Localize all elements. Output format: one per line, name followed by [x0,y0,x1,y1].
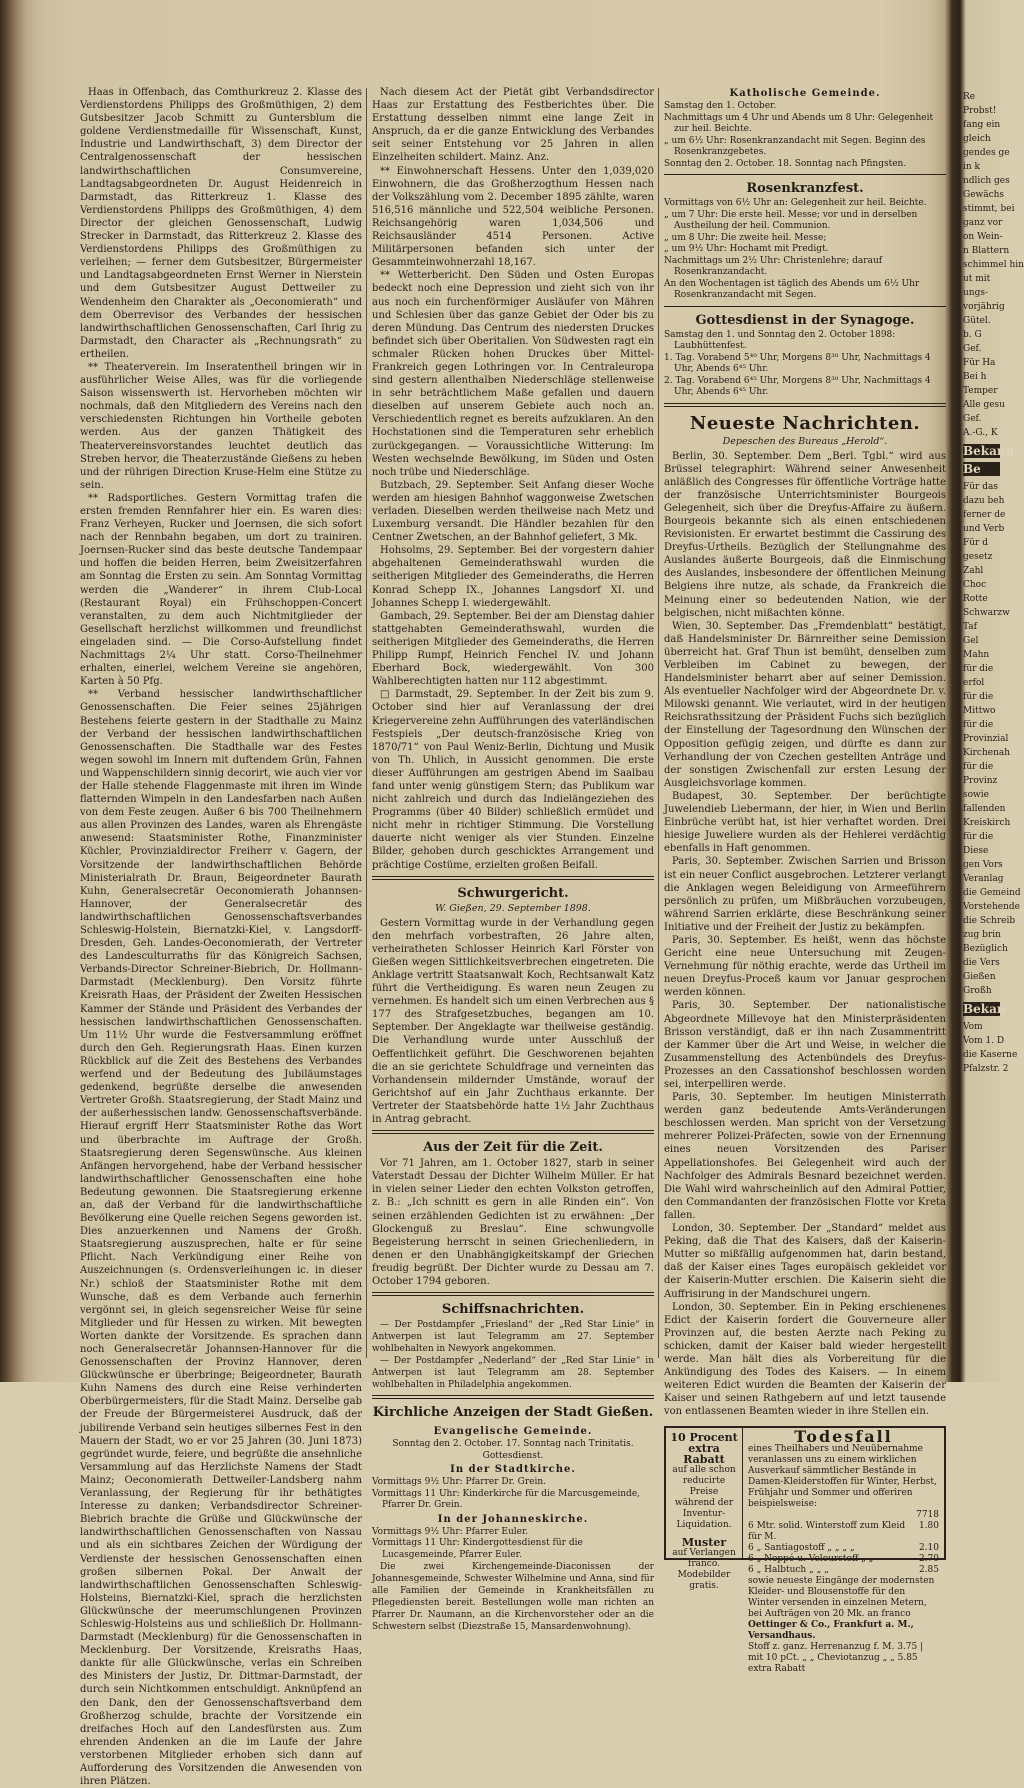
church-johanneskirche: In der Johanneskirche. [437,1513,589,1525]
ad-left-text: auf alle schon reducirte Preise während der Inventur-Liquidation. [672,1465,736,1531]
adjacent-page-fragment: Großh [963,986,992,996]
catholic-line: „ um 6½ Uhr: Rosenkranzandacht mit Segen. Beginn des Rosenkranzgebetes. [664,135,926,157]
church-stadtkirche: In der Stadtkirche. [450,1464,576,1476]
article-paragraph: ** Radsportliches. Gestern Vormittag trafen die ersten fremden Rennfahrer hier ein. Es waren dies: Franz Verheyen, Rucker und Joernsen, die sich sofort nach der Rennbahn begaben, um dort zu trainiren. Joernsen-Rucker sind das beste deutsche Tandempaar und hoffen die beiden Herren, beim Zweisitzerfahren am Sonntag die Ersten zu sein. Am Sonntag Vormittag werden die „Wanderer“ in ihrem Club-Local (Restaurant Royal) ein Frühschoppen-Concert veranstalten, zu dem auch Nichtmitglieder der Gesellschaft herzlichst willkommen und freundlichst eingeladen sind. — Die Corso-Aufstellung findet Nachmittags 2¼ Uhr statt. Corso-Theilnehmer erhalten, einerlei, welchem Vereine sie angehören, Karten à 50 Pfg. [80,492,362,688]
adjacent-page-fragment: Gef. [963,414,982,424]
adjacent-page-fragment: Temper [963,386,998,396]
ad-rabatt: 10 Procent extra Rabatt [670,1431,738,1467]
column-1 [80,86,362,1788]
adjacent-page-fragment: Be [963,462,1000,476]
adjacent-page-fragment: Veranlag [963,874,1004,884]
adjacent-page-fragment: dazu beh [963,496,1005,506]
adjacent-page-fragment: Bekan [963,1002,1006,1016]
adjacent-page-fragment: schimmel hin [963,260,1024,270]
church-note: Die zwei Kirchengemeinde-Diaconissen der Johannesgemeinde, Schwester Wilhelmine und Anna, sind für alle Familien der Gemeinde in Krankheitsfällen zu Pflegediensten bereit. Bestellungen wolle man richten an Pfarrer Dr. Naumann, an die Kirchenvorsteher oder an die Schwestern selbst (Diezstraße 15, Mansardenwohnung). [372,1562,654,1633]
adjacent-page-fragment: n Blattern [963,246,1010,256]
adjacent-page-fragment: b. G [963,330,982,340]
adjacent-page-fragment: Mittwo [963,706,996,716]
adjacent-page-fragment: für die [963,762,994,772]
section-divider [664,174,946,175]
adjacent-page-fragment: Kreiskirch [963,818,1011,828]
ship-item: — Der Postdampfer „Friesland“ der „Red Star Linie“ in Antwerpen ist laut Telegramm am 27. September wohlbehalten in Newyork angekommen. [372,1320,654,1355]
history-heading: Aus der Zeit für die Zeit. [423,1140,603,1156]
adjacent-page-fragment: Re [963,92,976,102]
adjacent-page-fragment: Diese [963,846,989,856]
ad-muster-text: auf Verlangen franco. Modebilder gratis. [672,1548,736,1592]
news-paragraph: Budapest, 30. September. Der berüchtigte Juwelendieb Liebermann, der hier, in Wien und Berlin Einbrüche verübt hat, ist hier verhaftet worden. Drei hiesige Juweliere wurden als der Hehlerei verdächtig ebenfalls in Haft genommen. [664,790,946,855]
news-heading: Neueste Nachrichten. [689,412,921,434]
adjacent-page-fragment: Taf [963,622,978,632]
article-paragraph: Hohsolms, 29. September. Bei der vorgestern dahier abgehaltenen Gemeinderathswahl wurden die seitherigen Mitglieder des Gemeinderaths, die Herren Konrad Schepp IX., Johannes Langsdorf XI. und Johannes Schepp I. wiedergewählt. [372,545,654,609]
synagogue-line: 2. Tag. Vorabend 6⁴⁵ Uhr, Morgens 8³⁰ Uhr, Nachmittags 4 Uhr, Abends 6⁴⁵ Uhr. [664,375,931,397]
church-subheading: Evangelische Gemeinde. [433,1426,593,1438]
ad-price-value: 1.80 [918,1521,939,1532]
ad-right-panel [743,1427,944,1675]
adjacent-page-fragment: Gießen [963,972,996,982]
ad-price-row [748,1565,939,1576]
catholic-line: Sonntag den 2. October. 18. Sonntag nach Pfingsten. [664,158,907,169]
church-service: Gottesdienst. [482,1450,544,1461]
news-paragraph: Paris, 30. September. Zwischen Sarrien und Brisson ist ein neuer Conflict ausgebrochen. Letzterer verlangt die Anklagen wegen Beleidigung von Armeeführern persönlich zu prüfen, um Mißbräuchen vorzubeugen, während Sarrien erklärte, diese Beschränkung seiner Initiative und der Freiheit der Justiz zu bekämpfen. [664,856,946,933]
adjacent-page-fragment: Für das [963,482,998,492]
adjacent-page-fragment: für die [963,692,994,702]
ad-outro: sowie neueste Eingänge der modernsten Kleider- und Blousenstoffe für den Winter versenden in einzelnen Metern, bei Aufträgen von 20 Mk. an franco [748,1576,935,1620]
article-paragraph: Haas in Offenbach, das Comthurkreuz 2. Klasse des Verdienstordens Philipps des Großmüthigen, 2) dem Gutsbesitzer Jacob Schmitt zu Guntersblum die goldene Verdienstmedaille für Wissenschaft, Kunst, Industrie und Landwirthschaft, 3) dem Director der Centralgenossenschaft der hessischen landwirthschaftlichen Consumvereine, Landtagsabgeordneten Dr. August Heidenreich in Darmstadt, das Ritterkreuz 1. Klasse des Verdienstordens Philipps des Großmüthigen, 4) dem Director der gleichen Genossenschaft, Ludwig Strecker in Darmstadt, das Ritterkreuz 2. Klasse des Verdienstordens Philipps des Großmüthigen zu verleihen; — ferner dem Gutsbesitzer, Bürgermeister und Landtagsabgeordneten Ernst Werner in Nierstein und dem Gutsbesitzer August Dettweiler zu Wendenheim den Charakter als „Oeconomierath“ und dem Oberrevisor des Verbandes der hessischen landwirthschaftlichen Genossenschaften, Carl Ihrig zu Darmstadt, den Character als „Rechnungsrath“ zu ertheilen. [80,87,362,360]
adjacent-page-edge [963,90,1024,1370]
advertisement-box [664,1426,946,1675]
ad-muster: Muster [681,1536,727,1550]
catholic-line: Nachmittags um 4 Uhr und Abends um 8 Uhr: Gelegenheit zur heil. Beichte. [664,112,934,134]
adjacent-page-fragment: ferner de [963,510,1006,520]
adjacent-page-fragment: Gewächs [963,190,1005,200]
news-paragraph: Paris, 30. September. Es heißt, wenn das höchste Gericht eine neue Untersuchung mit Zeugen-Vernehmung für nöthig erachte, werde das Urtheil im neuen Dreyfus-Proceß kaum vor Januar gesprochen werden können. [664,934,946,999]
adjacent-page-fragment: für die [963,720,994,730]
adjacent-page-fragment: gleich [963,134,991,144]
ad-title: Todesfall [794,1427,893,1447]
article-paragraph: Gambach, 29. September. Bei der am Dienstag dahier stattgehabten Gemeinderathswahl, wurden die seitherigen Mitglieder des Gemeinderaths, die Herren Philipp Rumpf, Heinrich Fenchel IV. und Johann Eberhard Bock, wiedergewählt. Von 300 Wahlberechtigten hatten nur 112 abgestimmt. [372,610,654,688]
ship-item: — Der Postdampfer „Nederland“ der „Red Star Linie“ in Antwerpen ist laut Telegramm am 28. September wohlbehalten in Philadelphia angekommen. [372,1356,654,1391]
adjacent-page-fragment: die Kaserne [963,1050,1018,1060]
adjacent-page-fragment: für die [963,832,994,842]
adjacent-page-fragment: stimmt, bei [963,204,1015,214]
adjacent-page-fragment: erfol [963,678,985,688]
adjacent-page-fragment: Mahn [963,650,990,660]
adjacent-page-fragment: Für Ha [963,358,996,368]
synagogue-heading: Gottesdienst in der Synagoge. [695,312,915,328]
adjacent-page-fragment: ganz vor [963,218,1003,228]
adjacent-page-fragment: die Schreib [963,916,1016,926]
article-paragraph: Butzbach, 29. September. Seit Anfang dieser Woche werden am hiesigen Bahnhof waggonweise Zwetschen verladen. Dieselben werden theilweise nach Metz und Luxemburg versandt. Die Händler bezahlen für den Centner Zwetschen, an der Bahnhof geliefert, 3 Mk. [372,479,654,544]
ad-intro: eines Theilhabers und Neuübernahme veranlassen uns zu einem wirklichen Ausverkauf sämmtlicher Bestände in Damen-Kleiderstoffen für Winter, Herbst, Frühjahr und Sommer und offeriren beispielsweise: [748,1444,937,1510]
adjacent-page-fragment: Bekann [963,444,1015,458]
ad-price-label: 6 Mtr. solid. Winterstoff zum Kleid für M. [748,1521,906,1543]
ad-left-panel [666,1428,743,1592]
section-divider [664,306,946,307]
adjacent-page-fragment: on Wein- [963,232,1003,242]
adjacent-page-fragment: gen Vors [963,860,1003,870]
adjacent-page-fragment: vorjährig [963,302,1005,312]
news-paragraph: London, 30. September. Der „Standard“ meldet aus Peking, daß die That des Kaisers, daß der Kaiserin-Mutter so mißfällig aufgenommen hat, darin bestand, daß der Kaiser eines Tages europäisch gekleidet vor der Kaiserin-Mutter erschien. Die Kaiserin sieht die Auffrisirung in der Mandschurei ungern. [664,1223,946,1300]
church-line: Vormittags 11 Uhr: Kindergottesdienst für die Lucasgemeinde, Pfarrer Euler. [372,1538,583,1560]
adjacent-page-fragment: A.-G., K [963,428,998,438]
section-divider [372,876,654,880]
ad-price-value: 2.70 [918,1554,939,1565]
adjacent-page-fragment: ndlich ges [963,176,1010,186]
adjacent-page-fragment: die Gemeind [963,888,1021,898]
rosary-line: An den Wochentagen ist täglich des Abends um 6½ Uhr Rosenkranzandacht mit Segen. [664,278,920,300]
news-paragraph: Wien, 30. September. Das „Fremdenblatt“ bestätigt, daß Handelsminister Dr. Bärnreither seine Demission überreicht hat. Graf Thun ist bemüht, denselben zum Verbleiben im Cabinet zu bewegen, der Handelsminister beharrt aber auf seiner Demission. Als eventueller Nachfolger wird der Abgeordnete Dr. v. Milowski genannt. Wie verlautet, wird in der heutigen Reichsrathssitzung der Präsident Fuchs sich bezüglich der Einstellung der Tagesordnung den Wünschen der Opposition gefügig zeigen, und dürfte es dann zur Verhandlung der von Czechen gestellten Anträge und der sonstigen Zwischenfall zur ersten Lesung der Ausgleichsvorlage kommen. [664,620,946,789]
ad-price-row [748,1554,939,1565]
article-paragraph: ** Theaterverein. Im Inseratentheil bringen wir in ausführlicher Weise Alles, was für die vorliegende Saison wissenswerth ist. Hervorheben möchten wir nochmals, daß den Mitgliedern des Vereins nach den verschiedensten Richtungen hin Vortheile geboten werden. Aus der ganzen Thätigkeit des Theatervereinsvorstandes leuchtet deutlich das Streben hervor, die Theaterzustände Gießens zu heben und der rührigen Direction Kruse-Helm eine Stütze zu sein. [80,361,362,491]
adjacent-page-fragment: und Verb [963,524,1005,534]
church-heading: Kirchliche Anzeigen der Stadt Gießen. [372,1405,654,1421]
adjacent-page-fragment: Rotte [963,594,988,604]
synagogue-line: 1. Tag. Vorabend 5⁴⁰ Uhr, Morgens 8³⁰ Uhr, Nachmittags 4 Uhr, Abends 6⁴⁵ Uhr. [664,352,931,374]
ad-price-label: 6 „ Halbtuch „ „ „ [748,1565,829,1576]
adjacent-page-fragment: Vorstehende [963,902,1020,912]
history-text: Vor 71 Jahren, am 1. October 1827, starb in seiner Vaterstadt Dessau der Dichter Wilhelm Müller. Er hat in vielen seiner Lieder den echten Volkston getroffen, z. B.: „Ich schnitt es gern in alle Rinden ein“. Von seinen erzählenden Gedichten ist zu erwähnen: „Der Glockenguß zu Breslau“. Eine schwungvolle Begeisterung herrscht in seinen Griechenliedern, in denen er den Unabhängigkeitskampf der Griechen freudig begrüßt. Der Dichter wurde zu Dessau am 7. October 1794 geboren. [372,1158,654,1287]
news-paragraph: Paris, 30. September. Der nationalistische Abgeordnete Millevoye hat den Ministerpräsidenten Brisson verständigt, daß er ihn nach Zusammentritt der Kammer über die Art und Weise, in welcher die Zusammenstellung des Actenbündels des Dreyfus-Prozesses an den Cassationshof beschlossen worden sei, interpelliren werde. [664,1000,946,1090]
court-heading: Schwurgericht. [457,885,569,901]
ad-price-row [748,1543,939,1554]
rosary-line: „ um 7 Uhr: Die erste heil. Messe; vor und in derselben Austheilung der heil. Communion. [664,209,918,231]
column-divider [658,88,659,1358]
ad-price-label: 6 „ Noppé-u. Velourstoff „ „ [748,1554,874,1565]
column-3 [664,86,946,1675]
section-divider [664,403,946,407]
adjacent-page-fragment: Provinz [963,776,998,786]
church-date: Sonntag den 2. October. 17. Sonntag nach Trinitatis. [392,1439,634,1450]
rosary-line: „ um 8 Uhr: Die zweite heil. Messe; [664,232,827,243]
adjacent-page-fragment: sowie [963,790,989,800]
catholic-line: Samstag den 1. October. [664,101,777,111]
article-paragraph: ** Wetterbericht. Den Süden und Osten Europas bedeckt noch eine Depression und zieht sich von ihr aus noch ein furchenförmiger Ausläufer von Mähren und Schlesien über das ganze Gebiet der Oder bis zu deren Mündung. Das Centrum des niedersten Druckes befindet sich über Oberitalien. Von Südwesten ragt ein schmaler Rücken hohen Druckes über Mittel-Frankreich gegen Lothringen vor. In Centraleuropa sind gestern allenthalben Niederschläge stellenweise in sehr beträchtlichem Maße gefallen und dauern dieselben auf unserem Gebiete auch noch an. Verschiedentlich regnet es bereits aufzuklaren. An den Hochstationen sind die Temperaturen sehr erheblich zurückgegangen. — Voraussichtliche Witterung: Im Westen wechselnde Bewölkung, im Süden und Osten noch trübe und Niederschläge. [372,270,654,478]
adjacent-page-fragment: Gel [963,636,979,646]
adjacent-page-fragment: Provinzial [963,734,1009,744]
ad-price-label: 6 „ Santiagostoff „ „ „ „ [748,1543,855,1554]
adjacent-page-fragment: Vom 1. D [963,1036,1005,1046]
adjacent-page-fragment: Kirchenah [963,748,1011,758]
adjacent-page-fragment: Für d [963,538,988,548]
adjacent-page-fragment: Pfalzstr. 2 [963,1064,1009,1074]
adjacent-page-fragment: Choc [963,580,987,590]
church-line: Vormittags 9½ Uhr: Pfarrer Euler. [372,1526,529,1537]
news-paragraph: Paris, 30. September. Im heutigen Ministerrath werden ganz bedeutende Amts-Veränderungen beschlossen werden. Man spricht von der Versetzung mehrerer Polizei-Präfecten, sowie von der Ernennung eines neuen Vorsitzenden des Pariser Appellationshofes. Bei Gelegenheit wird auch der Nachfolger des Admirals Besnard bezeichnet werden. Die Wahl wird wahrscheinlich auf den Admiral Pottier, den Commandanten der französischen Flotte vor Kreta fallen. [664,1092,946,1221]
ad-top-number: 7718 [916,1510,939,1521]
adjacent-page-fragment: für die [963,664,994,674]
adjacent-page-fragment: Gef. [963,344,982,354]
adjacent-page-fragment: gesetz [963,552,993,562]
column-2 [372,86,654,1633]
ad-footer: Stoff z. ganz. Herrenanzug f. M. 3.75 | mit 10 pCt. „ „ Cheviotanzug „ „ 5.85 extra Rabatt [748,1642,924,1675]
newspaper-page [80,86,952,1788]
adjacent-page-fragment: Alle gesu [963,400,1005,410]
rosary-heading: Rosenkranzfest. [746,181,864,196]
adjacent-page-fragment: zug brin [963,930,1001,940]
column-divider [366,88,367,1358]
adjacent-page-fragment: Gütel. [963,316,991,326]
adjacent-page-fragment: fang ein [963,120,1001,130]
ad-price-row [748,1521,939,1543]
section-divider [372,1395,654,1399]
adjacent-page-fragment: Probst! [963,106,997,116]
article-paragraph: Nach diesem Act der Pietät gibt Verbandsdirector Haas zur Erstattung des Festberichtes über. Die Erstattung desselben nimmt eine lange Zeit in Anspruch, da er die ganze Entwicklung des Verbandes seit seiner Entstehung vor 25 Jahren in allen Einzelheiten schildert. Mainz. Anz. [372,87,654,164]
catholic-heading: Katholische Gemeinde. [729,88,881,99]
church-line: Vormittags 11 Uhr: Kinderkirche für die Marcusgemeinde, Pfarrer Dr. Grein. [372,1488,641,1511]
ships-heading: Schiffsnachrichten. [441,1302,585,1318]
article-paragraph: ** Verband hessischer landwirthschaftlicher Genossenschaften. Die Feier seines 25jährigen Bestehens feierte gestern in der Stadthalle zu Mainz der Verband der hessischen landwirthschaftlichen Genossenschaften. Die Stadthalle war des Festes wegen sowohl im Innern mit duftendem Grün, Fahnen und Wappenschildern sinnig decorirt, wie auch vier vor der Halle stehende Flaggenmaste mit ihren im Winde flatternden Wimpeln in den Landesfarben nach Außen von dem Feste zeugen. Außer 6 bis 700 Theilnehmern aus allen Provinzen des Landes, waren als Ehrengäste anwesend: Staatsminister Rothe, Finanzminister Küchler, Provinzialdirector Freiherr v. Gagern, der Vorsitzende der landwirthschaftlichen Behörde Ministerialrath Dr. Braun, Beigeordneter Baurath Kuhn, Generalsecretär Oeconomierath Johannsen-Hannover, der Generalsecretär des landwirthschaftlichen Genossenschaftsverbandes Schleswig-Holstein, Biernatzki-Kiel, v. Langsdorff-Dresden, Geh. Landes-Oeconomierath, der Vertreter des Landesculturraths für das Königreich Sachsen, Verbands-Director Schreiner-Biebrich, Dr. Hollmann-Darmstadt (Mecklenburg). Den Vorsitz führte Kreisrath Haas, der Präsident der Zweiten Hessischen Kammer der Stände und Präsident des Verbandes der hessischen landwirthschaftlichen Genossenschaften. Um 11½ Uhr wurde die Festversammlung eröffnet durch den Geh. Regierungsrath Haas. Einen kurzen Rückblick auf die Zeit des Bestehens des Verbandes werfend und der Bedeutung des Jubiläumstages gedenkend, begrüßte derselbe die anwesenden Vertreter Großh. Staatsregierung, der Stadt Mainz und der außerhessischen landw. Genossenschaftsverbände. Hierauf ergriff Herr Staatsminister Rothe das Wort und überbrachte im Auftrage der Großh. Staatsregierung deren Segenswünsche. Aus kleinen Anfängen hervorgehend, habe der Verband hessischer landwirthschaftlicher Genossenschaften eine hohe Bedeutung gewonnen. Die Staatsregierung erkenne an, daß der Verband für die landwirthschaftliche Bevölkerung eine Quelle reichen Segens geworden ist. Dies anzuerkennen und Namens der Großh. Staatsregierung auszusprechen, halte er für seine Pflicht. Nach Verkündigung einer Reihe von Auszeichnungen (s. Ordensverleihungen ic. in dieser Nr.) schloß der Staatsminister Rothe mit dem Wunsche, daß es dem Verbande auch fernerhin vergönnt sei, in gleich segensreicher Weise für seine Mitglieder und für Hessen zu wirken. Mit bewegten Worten dankte der Vorsitzende. Es sprachen dann noch Generalsecretär Johannsen-Hannover für die Genossenschaften der Provinz Hannover, deren Glückwünsche er überbringe; Beigeordneter, Baurath Kuhn Namens des durch eine Reise verhinderten Oberbürgermeisters, für die Stadt Mainz. Derselbe gab der Freude der Bürgermeisterei Ausdruck, daß der jubilirende Verband sein heutiges silbernes Fest in den Mauern der Stadt, wo er vor 25 Jahren (30. Juni 1873) gegründet wurde, feiere, und begrüßte die ansehnliche Versammlung auf das Herzlichste Namens der Stadt Mainz; Oeconomierath Dettweiler-Landsberg nahm Veranlassung, der Regierung für ihr bethätigtes Interesse zu danken; Verbandsdirector Schreiner-Biebrich brachte die Grüße und Glückwünsche der landwirthschaftlichen Genossenschaften von Nassau und als ein sichtbares Zeichen der Würdigung der Verdienste der hessischen Genossenschaften einen großen silbernen Pokal. Der Anwalt der landwirthschaftlichen Genossenschaften Schleswig-Holsteins, Biernatzki-Kiel, sprach die herzlichsten Glückwünsche der meerumschlungenen Provinzen Schleswig-Holsteins aus und schließlich Dr. Hollmann-Darmstadt (Mecklenburg) für die Genossenschaften in Mecklenburg. Der Vorsitzende, Kreisraths Haas, dankte für alle Glückwünsche, verlas ein Schreiben des Ministers der Justiz, Dr. Dittmar-Darmstadt, der durch sein Nichtkommen entschuldigt. Anknüpfend an den Dank, den der Genossenschaftsverband dem Großherzog schulde, brachte der Vorsitzende ein dreifaches Hoch auf den Landesfürsten aus. Zum ehrenden Andenken an die im Laufe der Jahre verstorbenen Mitglieder erhoben sich dann auf Aufforderung des Vorsitzenden die Anwesenden von ihren Plätzen. [80,689,362,1788]
adjacent-page-fragment: ungs- [963,288,989,298]
article-paragraph: □ Darmstadt, 29. September. In der Zeit bis zum 9. October sind hier auf Veranlassung der drei Kriegervereine zehn Aufführungen des vaterländischen Festspiels „Der deutsch-französische Krieg von 1870/71“ von Paul Weniz-Berlin, Dichtung und Musik von Th. Uhlich, in Aussicht genommen. Die erste dieser Aufführungen am gestrigen Abend im Saalbau fand unter wenig günstigem Stern; das Publikum war nicht zahlreich und durch das Indielängeziehen des Programms (über 40 Bilder) schließlich ermüdet und nicht mehr in richtiger Stimmung. Die Vorstellung dauerte nicht weniger als vier Stunden. Einzelne Bilder, gehoben durch geschicktes Arrangement und prächtige Costüme, erzielten großen Beifall. [372,689,654,871]
rosary-line: „ um 9½ Uhr: Hochamt mit Predigt. [664,244,829,254]
adjacent-page-fragment: fallenden [963,804,1006,814]
news-subheading: Depeschen des Bureaus „Herold“. [722,435,888,447]
ad-price-value: 2.10 [918,1543,939,1554]
adjacent-page-fragment: in k [963,162,980,172]
news-paragraph: Berlin, 30. September. Dem „Berl. Tgbl.“ wird aus Brüssel telegraphirt: Während seiner Anwesenheit anläßlich des Congresses für öffentliche Vorträge hatte der französische Unterrichtsminister Bourgeois Gelegenheit, sich über die Dreyfus-Affaire zu äußern. Bourgeois bekannte sich als einen entschiedenen Revisionisten. Er erwartet bestimmt die Cassirung des Dreyfus-Urtheils. Bezüglich der Stellungnahme des Auslandes äußerte Bourgeois, daß die Einmischung des Auslandes, insbesondere der öffentlichen Meinung Belgiens ihre nutze, als schade, da Frankreich die Meinung einer so bedeutenden Nation, wie der belgischen, nicht mißachten könne. [664,450,946,619]
ad-price-value: 2.85 [918,1565,939,1576]
court-dateline: W. Gießen, 29. September 1898. [435,902,591,914]
adjacent-page-fragment: Zahl [963,566,984,576]
rosary-line: Vormittags von 6½ Uhr an: Gelegenheit zur heil. Beichte. [664,198,927,208]
adjacent-page-fragment: Schwarzw [963,608,1010,618]
section-divider [372,1292,654,1296]
synagogue-line: Samstag den 1. und Sonntag den 2. October 1898: Laubhüttenfest. [664,329,896,351]
church-line: Vormittags 9½ Uhr: Pfarrer Dr. Grein. [372,1477,546,1488]
rosary-line: Nachmittags um 2½ Uhr: Christenlehre; darauf Rosenkranzandacht. [664,255,883,277]
adjacent-page-fragment: die Vers [963,958,1000,968]
section-divider [372,1130,654,1134]
adjacent-page-fragment: Bezüglich [963,944,1008,954]
article-paragraph: ** Einwohnerschaft Hessens. Unter den 1,039,020 Einwohnern, die das Großherzogthum Hessen nach der Volkszählung vom 2. December 1895 zählte, waren 516,516 männliche und 522,504 weibliche Personen. Reichsangehörig waren 1,034,506 und Reichsausländer 4514 Personen. Active Militärpersonen befanden sich unter der Gesammteinwohnerzahl 18,167. [372,165,654,269]
adjacent-page-fragment: Bei h [963,372,987,382]
adjacent-page-fragment: gendes ge [963,148,1010,158]
adjacent-page-fragment: ut mit [963,274,991,284]
news-paragraph: London, 30. September. Ein in Peking erschienenes Edict der Kaiserin fordert die Gouverneure aller Provinzen auf, die besten Aerzte nach Peking zu schicken, damit der Kaiser bald wieder hergestellt werde. Man hält dies als Vorbereitung für die Ankündigung des Todes des Kaisers. — In einem weiteren Edict wurden die Beamten der Kaiserin der Kaiser und seinen Rathgebern auf und letzt tausende von entlassenen Beamten wieder in ihre Stellen ein. [664,1301,946,1418]
ad-firm: Oettinger & Co., Frankfurt a. M., Versandhaus. [748,1620,914,1642]
adjacent-page-fragment: Vom [963,1022,983,1032]
court-text: Gestern Vormittag wurde in der Verhandlung gegen den mehrfach vorbestraften, 26 Jahre alten, verheiratheten Schlosser Heinrich Karl Förster von Gießen wegen Sittlichkeitsverbrechen eingetreten. Die Anklage vertritt Staatsanwalt Koch, Rechtsanwalt Katz führt die Vertheidigung. Es waren neun Zeugen zu vernehmen. Es handelt sich um einen Verbrechen aus § 177 des Strafgesetzbuches, begangen am 10. September. Der Angeklagte war theilweise geständig. Die Verhandlung wurde unter Ausschluß der Oeffentlichkeit geführt. Die Geschworenen bejahten die an sie gerichtete Schuldfrage und verneinten das Vorhandensein mildernder Umstände, worauf der Gerichtshof auf ein Jahr Zuchthaus erkannte. Der Vertreter der Staatsbehörde hatte 1½ Jahr Zuchthaus in Antrag gebracht. [372,917,654,1126]
